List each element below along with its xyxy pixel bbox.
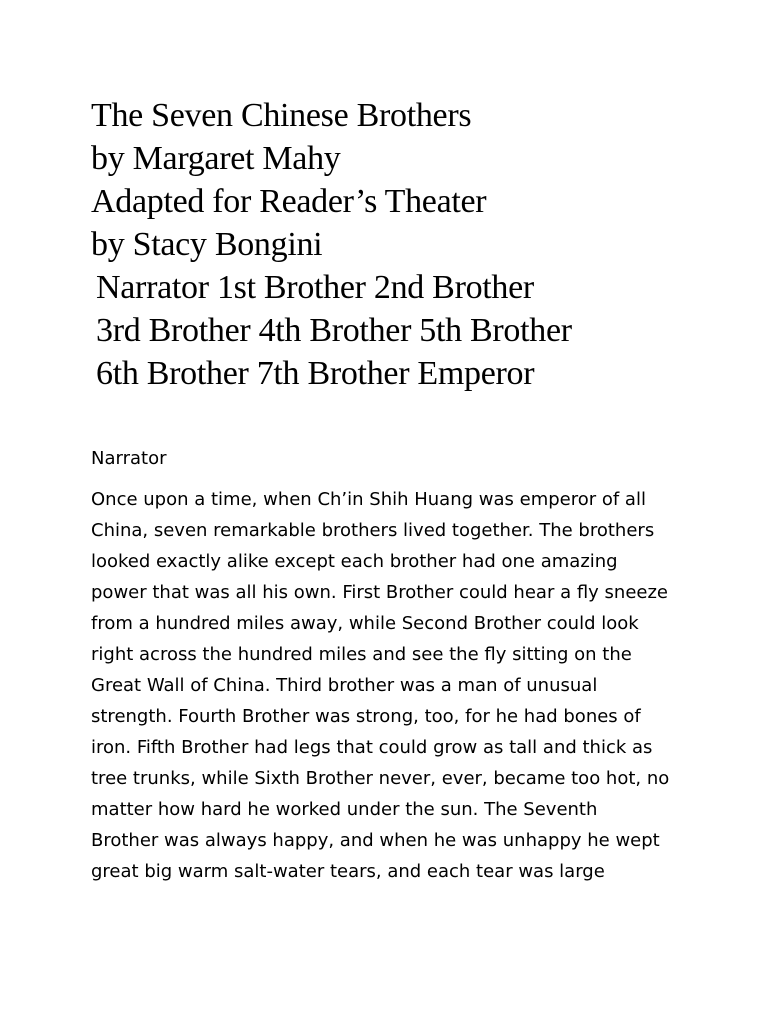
paragraph-line: matter how hard he worked under the sun. The Seventh: [91, 799, 598, 820]
document-title: The Seven Chinese Brothers: [91, 97, 472, 134]
paragraph-line: China, seven remarkable brothers lived together. The brothers: [91, 520, 655, 541]
paragraph-line: right across the hundred miles and see the fly sitting on the: [91, 644, 632, 665]
paragraph-line: power that was all his own. First Brother could hear a fly sneeze: [91, 582, 668, 603]
paragraph-line: Brother was always happy, and when he was unhappy he wept: [91, 830, 660, 851]
adapter-line: by Stacy Bongini: [91, 226, 323, 263]
speaker-label: Narrator: [91, 448, 167, 469]
cast-list-line: 3rd Brother 4th Brother 5th Brother: [96, 312, 572, 349]
paragraph-line: tree trunks, while Sixth Brother never, ever, became too hot, no: [91, 768, 670, 789]
adaptation-line: Adapted for Reader’s Theater: [91, 183, 487, 220]
paragraph-line: Great Wall of China. Third brother was a man of unusual: [91, 675, 598, 696]
paragraph-line: looked exactly alike except each brother had one amazing: [91, 551, 618, 572]
paragraph-line: iron. Fifth Brother had legs that could grow as tall and thick as: [91, 737, 653, 758]
paragraph-line: Once upon a time, when Ch’in Shih Huang was emperor of all: [91, 489, 646, 510]
title-block: [91, 94, 731, 395]
cast-list-line: 6th Brother 7th Brother Emperor: [96, 355, 535, 392]
cast-list-line: Narrator 1st Brother 2nd Brother: [96, 269, 534, 306]
paragraph-line: strength. Fourth Brother was strong, too, for he had bones of: [91, 706, 641, 727]
paragraph-line: from a hundred miles away, while Second Brother could look: [91, 613, 639, 634]
author-line: by Margaret Mahy: [91, 140, 341, 177]
narration-paragraph: [91, 484, 691, 887]
paragraph-line: great big warm salt-water tears, and each tear was large: [91, 861, 605, 882]
